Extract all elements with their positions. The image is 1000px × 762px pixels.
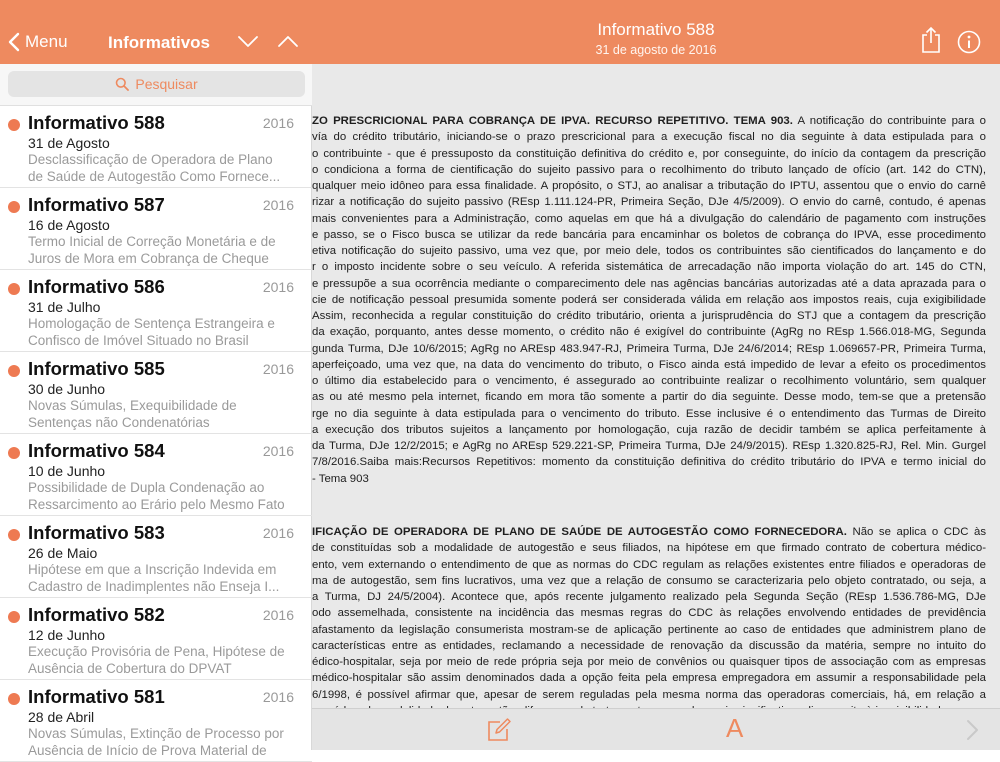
item-summary: [28, 151, 294, 185]
document-line: ento, vem externando o entendimento de que as normas do CDC regulam as relações existentes entre filiados e operadoras de: [312, 558, 986, 571]
chevron-up-icon[interactable]: [277, 34, 299, 48]
item-summary: [28, 561, 294, 595]
document-line: qualquer meio idôneo para essa finalidade. A propósito, o STJ, ao analisar a tributação do IPTU, assentou que o envio do carnê: [312, 180, 986, 192]
paragraph-heading-rest: Não se aplica o CDC às: [846, 526, 987, 538]
document-line: ma de autogestão, sem fins lucrativos, uma vez que a relação de consumo se caracterizaria pelo objeto contratado, ou seja, a: [312, 574, 986, 587]
item-summary: [28, 315, 294, 349]
document-line: a execução dos tributos sujeitos a lançamento por homologação, cuja razão de decidir também se aplica perfeitamente à: [312, 423, 986, 436]
document-line: cie de notificação pessoal presumida somente poderá ser considerada válida em relação aos impostos reais, cuja exigibilidade: [312, 293, 986, 306]
document-line: Assim, reconhecida a regular constituição do crédito tributário, orienta a jurisprudência do STJ que a contagem da prescrição: [312, 310, 986, 322]
menu-back-button[interactable]: [8, 31, 68, 53]
item-summary-line: de Saúde de Autogestão Como Fornece...: [28, 169, 281, 184]
bottom-toolbar: [312, 708, 1000, 750]
item-date: 30 de Junho: [28, 381, 106, 397]
document-line: de constituídas sob a modalidade de autogestão e seus filiados, na hipótese em que firmado contrato de cobertura médico-: [312, 542, 986, 555]
document-line: 7/8/2016.Saiba mais:Recursos Repetitivos: momento da constituição definitiva do crédito tributário do IPVA e termo inicial do: [312, 456, 986, 469]
item-summary-line: Hipótese em que a Inscrição Indevida em: [28, 562, 277, 577]
item-year: 2016: [262, 443, 294, 459]
item-summary-line: Cadastro de Inadimplentes não Enseja I...: [28, 579, 280, 594]
document-line: r o imposto incidente sobre o seu veículo. A referida sistemática de arrecadação não importa violação do art. 145 do CTN,: [312, 261, 986, 274]
unread-dot: [8, 693, 20, 705]
item-year: 2016: [262, 197, 294, 213]
informativo-document[interactable]: [312, 64, 1000, 715]
document-line: afastamento da legislação consumerista mostram-se de aplicação pertinente ao caso de entidades que administrem plano de: [312, 623, 986, 636]
document-line: mais convenientes para a Administração, como aquelas em que há a divulgação do calendário de pagamento com instruções: [312, 212, 986, 225]
sidebar-header: [0, 0, 312, 64]
document-line: da exação, porquanto, antes desse momento, o crédito não é exigível do contribuinte (AgRg no REsp 1.566.018-MG, Segunda: [312, 326, 986, 339]
item-summary-line: Homologação de Sentença Estrangeira e: [28, 316, 275, 331]
item-year: 2016: [262, 115, 294, 131]
item-date: 16 de Agosto: [28, 217, 110, 233]
list-item[interactable]: [0, 680, 312, 762]
chevron-down-icon[interactable]: [237, 34, 259, 48]
informativos-sidebar: [0, 0, 312, 758]
item-title: Informativo 588: [28, 112, 165, 133]
item-date: 12 de Junho: [28, 627, 106, 643]
info-icon[interactable]: [957, 30, 981, 54]
item-summary-line: Novas Súmulas, Exequibilidade de: [28, 398, 237, 413]
item-summary-line: Ausência de Cobertura do DPVAT: [28, 661, 232, 676]
paragraph-heading-line: [312, 113, 1000, 129]
search-placeholder: Pesquisar: [135, 76, 198, 92]
document-line: o condiciona a forma de cientificação do sujeito passivo para o recolhimento do tributo lançado de ofício (art. 142 do CTN),: [312, 163, 986, 176]
item-summary: [28, 725, 294, 759]
item-date: 10 de Junho: [28, 463, 106, 479]
unread-dot: [8, 611, 20, 623]
document-line: gunda Turma, DJe 10/6/2015; AgRg no AREsp 483.947-RJ, Primeira Turma, DJe 24/6/2014; REsp 1.069657-PR, Primeira Turma,: [312, 342, 986, 355]
document-line: rge no dia seguinte à data estipulada para o vencimento do tributo. Esse inclusive é o entendimento das Turmas de Direito: [312, 407, 986, 420]
unread-dot: [8, 201, 20, 213]
item-summary-line: Sentenças não Condenatórias: [28, 415, 210, 430]
document-line: rizar a notificação do sujeito passivo (REsp 1.111.124-PR, Primeira Seção, DJe 4/5/2009). O envio do carnê, contudo, é apenas: [312, 196, 986, 209]
document-line: édico-hospitalar, seja por meio de rede própria seja por meio de convênios ou quaisquer tipos de associação com as empresas: [312, 656, 986, 668]
search-bar: [0, 64, 312, 106]
unread-dot: [8, 283, 20, 295]
paragraph-heading-rest: A notificação do contribuinte para o: [792, 115, 986, 127]
unread-dot: [8, 119, 20, 131]
item-date: 31 de Julho: [28, 299, 101, 315]
item-year: 2016: [262, 689, 294, 705]
item-year: 2016: [262, 607, 294, 623]
item-title: Informativo 584: [28, 440, 165, 461]
document-title: Informativo 588: [597, 20, 715, 39]
item-summary-line: Possibilidade de Dupla Condenação ao: [28, 480, 265, 495]
unread-dot: [8, 365, 20, 377]
document-date: 31 de agosto de 2016: [595, 43, 717, 57]
list-item[interactable]: [0, 106, 312, 188]
item-summary-line: Desclassificação de Operadora de Plano: [28, 152, 273, 167]
search-icon: [115, 77, 129, 91]
item-summary-line: Ausência de Início de Prova Material de: [28, 743, 267, 758]
informativo-list: [0, 106, 312, 762]
item-summary-line: Novas Súmulas, Extinção de Processo por: [28, 726, 284, 741]
item-summary-line: Termo Inicial de Correção Monetária e de: [28, 234, 276, 249]
item-summary-line: Ressarcimento ao Erário pelo Mesmo Fato: [28, 497, 285, 512]
unread-dot: [8, 529, 20, 541]
list-item[interactable]: [0, 270, 312, 352]
document-paragraph-ipva: [312, 113, 1000, 487]
item-year: 2016: [262, 361, 294, 377]
item-title: Informativo 586: [28, 276, 165, 297]
document-line: e passo, se o Fisco busca se utilizar da rede bancária para encaminhar os boletos de cobrança do IPVA, esse procedimento: [312, 228, 986, 241]
search-input[interactable]: [8, 71, 305, 97]
document-line: etiva notificação do sujeito passivo, uma vez que, por meio dele, todos os contribuintes são cientificados do lançamento e do: [312, 245, 986, 257]
paragraph-heading-line: [312, 524, 1000, 540]
paragraph-heading: ZO PRESCRICIONAL PARA COBRANÇA DE IPVA. RECURSO REPETITIVO. TEMA 903.: [312, 115, 793, 127]
item-summary-line: Execução Provisória de Pena, Hipótese de: [28, 644, 285, 659]
document-line: 6/1998, é possível afirmar que, apesar de serem reguladas pela mesma norma das operadoras comerciais, há, em relação a: [312, 688, 986, 701]
item-title: Informativo 582: [28, 604, 165, 625]
item-summary: [28, 643, 294, 677]
menu-back-label: Menu: [25, 32, 68, 51]
sidebar-title: Informativos: [108, 33, 211, 52]
document-line: as ou até mesmo pela internet, ficando em mora tão somente a partir do dia seguinte. Desse modo, tem-se que a pretensão: [312, 391, 986, 404]
document-line: médico-hospitalar são assim denominados dada a opção feita pela empresa empregadora em assumir a responsabilidade pela: [312, 672, 986, 685]
item-date: 31 de Agosto: [28, 135, 110, 151]
list-item[interactable]: [0, 598, 312, 680]
item-summary: [28, 479, 294, 513]
chevron-right-icon[interactable]: [966, 719, 980, 741]
item-title: Informativo 585: [28, 358, 165, 379]
document-line: o contribuinte - que é pressuposto da constituição definitiva do crédito e, por conseguinte, do início da contagem da prescrição: [312, 147, 986, 160]
edit-note-icon[interactable]: [486, 717, 512, 743]
item-year: 2016: [262, 279, 294, 295]
document-line: a Turma, DJ 24/5/2004). Acontece que, após recente julgamento realizado pela Segunda Seção (REsp 1.536.786-MG, DJe: [312, 591, 986, 603]
item-summary: [28, 397, 294, 431]
document-line: e pressupõe a sua ocorrência mediante o comparecimento dele nas agências bancárias autorizadas até a data aprazada para o: [312, 277, 986, 290]
document-line: odo assemelhada, consistente na incidência das mesmas regras do CDC às relações envolvendo entidades de previdência: [312, 607, 986, 620]
document-line: características entre as entidades, reclamando a necessidade de renovação da discussão da matéria, sempre no intuito do: [312, 639, 986, 652]
item-date: 28 de Abril: [28, 709, 95, 725]
share-icon[interactable]: [918, 26, 944, 54]
document-line: vía do crédito tributário, iniciando-se o prazo prescricional para a execução fiscal no dia seguinte à data estipulada para o: [312, 131, 986, 144]
unread-dot: [8, 447, 20, 459]
chevron-left-icon: [8, 32, 20, 52]
document-line: aperfeiçoado, uma vez que, na data do vencimento do tributo, o Fisco ainda está impedido de levar a efeito os procedimentos: [312, 358, 986, 371]
item-title: Informativo 583: [28, 522, 165, 543]
document-line: da Turma, DJe 12/2/2015; e AgRg no AREsp 529.221-SP, Primeira Turma, DJe 24/9/2015). REsp 1.320.825-RJ, Rel. Min. Gurgel: [312, 440, 986, 452]
font-size-button[interactable]: A: [726, 713, 744, 743]
list-item[interactable]: [0, 434, 312, 516]
item-summary: [28, 233, 294, 267]
document-paragraph-autogestao: [312, 524, 1000, 719]
item-title: Informativo 581: [28, 686, 165, 707]
list-item[interactable]: [0, 352, 312, 434]
item-summary-line: Juros de Mora em Cobrança de Cheque: [28, 251, 269, 266]
document-line: o último dia estabelecido para o vencimento, é assegurado ao contribuinte realizar o recolhimento voluntário, sem qualquer: [312, 375, 986, 387]
list-item[interactable]: [0, 188, 312, 270]
paragraph-heading: IFICAÇÃO DE OPERADORA DE PLANO DE SAÚDE DE AUTOGESTÃO COMO FORNECEDORA.: [312, 526, 847, 538]
document-line: - Tema 903: [312, 472, 369, 485]
item-summary-line: Confisco de Imóvel Situado no Brasil: [28, 333, 249, 348]
item-year: 2016: [262, 525, 294, 541]
item-title: Informativo 587: [28, 194, 165, 215]
list-item[interactable]: [0, 516, 312, 598]
item-date: 26 de Maio: [28, 545, 98, 561]
